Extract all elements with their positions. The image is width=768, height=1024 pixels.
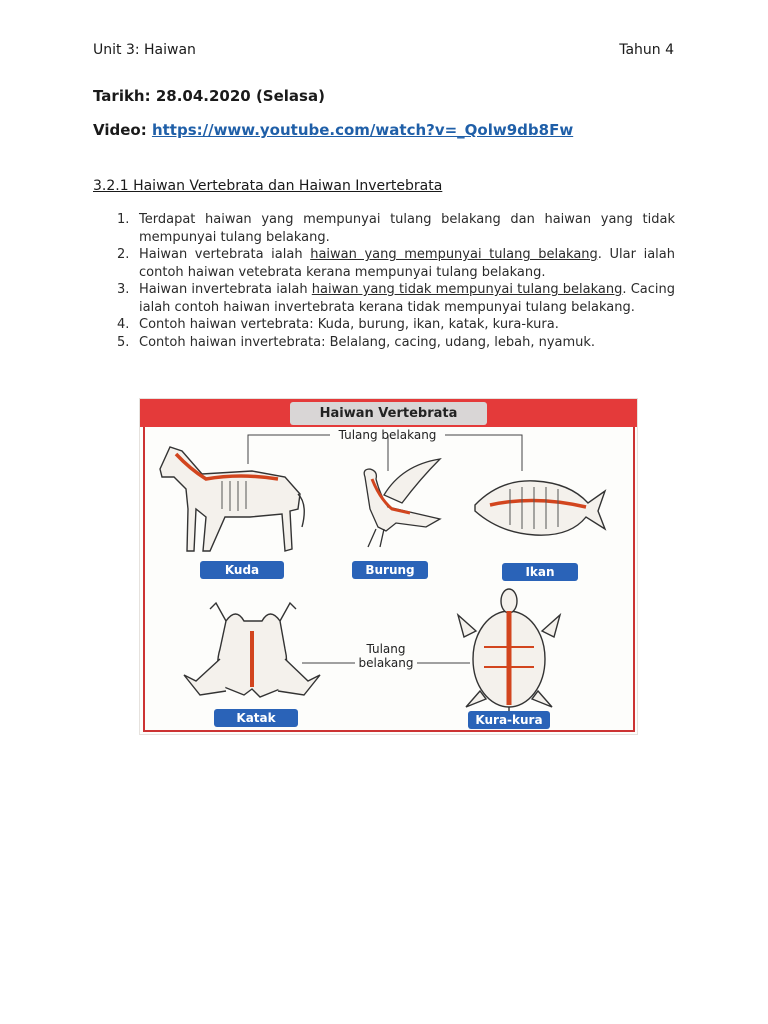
list-item — [93, 334, 675, 352]
label-katak: Katak — [214, 709, 298, 727]
page-header-unit: Unit 3: Haiwan — [93, 42, 196, 58]
list-item — [93, 246, 675, 281]
list-text-pre: Haiwan invertebrata ialah — [139, 282, 312, 297]
page-header-year: Tahun 4 — [619, 42, 674, 58]
list-text: Terdapat haiwan yang mempunyai tulang belakang dan haiwan yang tidak mempunyai tulang belakang. — [139, 212, 675, 245]
figure-title: Haiwan Vertebrata — [290, 402, 487, 425]
video-line — [93, 121, 573, 139]
label-kuda: Kuda — [200, 561, 284, 579]
list-text: Contoh haiwan invertebrata: Belalang, cacing, udang, lebah, nyamuk. — [139, 334, 596, 350]
date-line: Tarikh: 28.04.2020 (Selasa) — [93, 87, 325, 105]
annotation-spine-top: Tulang belakang — [338, 428, 437, 442]
section-title: 3.2.1 Haiwan Vertebrata dan Haiwan Invertebrata — [93, 178, 443, 194]
annotation-spine-mid-line1: Tulang — [366, 642, 406, 656]
list-text: Contoh haiwan vertebrata: Kuda, burung, ikan, katak, kura-kura. — [139, 317, 559, 332]
video-label: Video: — [93, 121, 147, 139]
list-number: 3. — [117, 282, 130, 297]
list-text-underlined: haiwan yang tidak mempunyai tulang belakang — [311, 282, 623, 297]
list-number: 4. — [117, 317, 130, 332]
list-number: 1. — [117, 212, 130, 227]
list-number: 5. — [117, 334, 130, 350]
bird-illustration — [364, 459, 440, 547]
list-item — [93, 281, 675, 316]
list-number: 2. — [117, 247, 130, 262]
annotation-spine-mid — [353, 642, 419, 670]
label-ikan: Ikan — [502, 563, 578, 581]
label-burung: Burung — [352, 561, 428, 579]
list-item — [93, 316, 675, 334]
video-link[interactable]: https://www.youtube.com/watch?v=_Qolw9db8Fw — [151, 121, 574, 139]
list-text-post: . Ular ialah contoh haiwan vetebrata kerana mempunyai tulang belakang. — [139, 247, 675, 280]
list-item — [93, 211, 675, 246]
annotation-spine-mid-line2: belakang — [358, 656, 414, 670]
points-list — [93, 211, 675, 351]
list-text-underlined: haiwan yang mempunyai tulang belakang — [310, 247, 598, 262]
list-text-pre: Haiwan vertebrata ialah — [139, 247, 311, 262]
horse-illustration — [160, 447, 304, 551]
label-kura-kura: Kura-kura — [468, 711, 550, 729]
vertebrate-figure — [139, 398, 638, 735]
list-text-post: . Cacing ialah contoh haiwan invertebrata kerana tidak mempunyai tulang belakang. — [139, 282, 675, 315]
